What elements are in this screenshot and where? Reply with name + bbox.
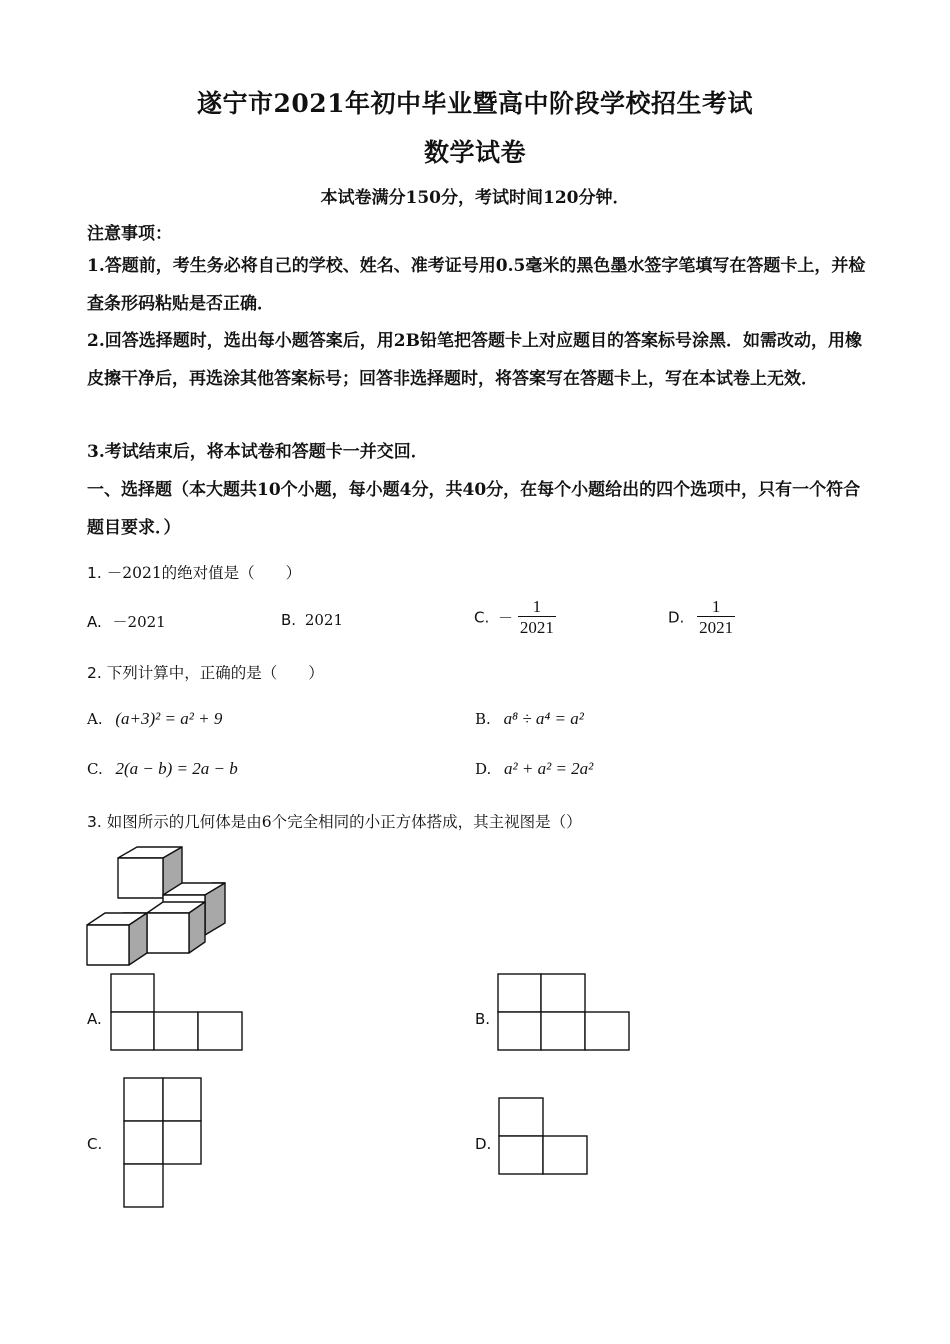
q2-option-d: D. a² + a² = 2a² [475, 759, 594, 778]
fraction: $\frac{1}{2021}$ [519, 597, 554, 637]
q3-option-a-figure [110, 973, 244, 1051]
question-stem: －2021的绝对值是（ ） [106, 564, 302, 582]
exam-info: 本试卷满分150分，考试时间120分钟． [320, 188, 630, 208]
notice-item-3: 3.考试结束后，将本试卷和答题卡一并交回． [87, 442, 428, 462]
q1-option-a: A. －2021 [87, 613, 166, 631]
q1-option-b: B. 2021 [281, 611, 344, 629]
notice-item-2: 2.回答选择题时，选出每小题答案后，用2B铅笔把答题卡上对应题目的答案标号涂黑．如需改动，用橡皮擦干净后，再选涂其他答案标号；回答非选择题时，将答案写在答题卡上，写在本试卷上无效． [87, 331, 862, 389]
question-3 [87, 810, 582, 832]
q2-option-c: C. 2(a − b) = 2a − b [87, 759, 238, 778]
page-title: 遂宁市2021年初中毕业暨高中阶段学校招生考试 [196, 89, 754, 118]
section-heading: 一、选择题（本大题共10个小题，每小题4分，共40分，在每个小题给出的四个选项中，只有一个符合题目要求．） [87, 480, 861, 538]
q2-option-b: B. a⁸ ÷ a⁴ = a² [475, 709, 584, 728]
q3-option-b-label: B. [475, 1010, 491, 1028]
question-stem: 如图所示的几何体是由6个完全相同的小正方体搭成，其主视图是（） [106, 813, 582, 831]
question-1 [87, 561, 301, 583]
question-number: 2. [87, 664, 102, 682]
notice-item-1: 1.答题前，考生务必将自己的学校、姓名、准考证号用0.5毫米的黑色墨水签字笔填写在答题卡上，并检查条形码粘贴是否正确． [87, 256, 866, 314]
question-number: 1. [87, 564, 102, 582]
q1-option-c: C. － $\frac{1}{2021}$ [474, 597, 554, 637]
q3-option-d-label: D. [475, 1135, 492, 1153]
q3-option-d-figure [498, 1097, 590, 1177]
q3-option-b-figure [497, 973, 631, 1051]
cube-figure [85, 845, 230, 967]
page-subtitle: 数学试卷 [423, 138, 526, 167]
fraction: $\frac{1}{2021}$ [699, 597, 734, 637]
question-number: 3. [87, 813, 102, 831]
question-stem: 下列计算中，正确的是（ ） [106, 664, 324, 682]
q3-option-c-figure [123, 1077, 203, 1209]
notice-heading: 注意事项： [87, 224, 172, 244]
q2-option-a: A. (a+3)² = a² + 9 [87, 709, 223, 728]
q3-option-a-label: A. [87, 1010, 102, 1028]
question-2 [87, 661, 324, 683]
q3-option-c-label: C. [87, 1135, 103, 1153]
q1-option-d: D. $\frac{1}{2021}$ [668, 597, 734, 637]
